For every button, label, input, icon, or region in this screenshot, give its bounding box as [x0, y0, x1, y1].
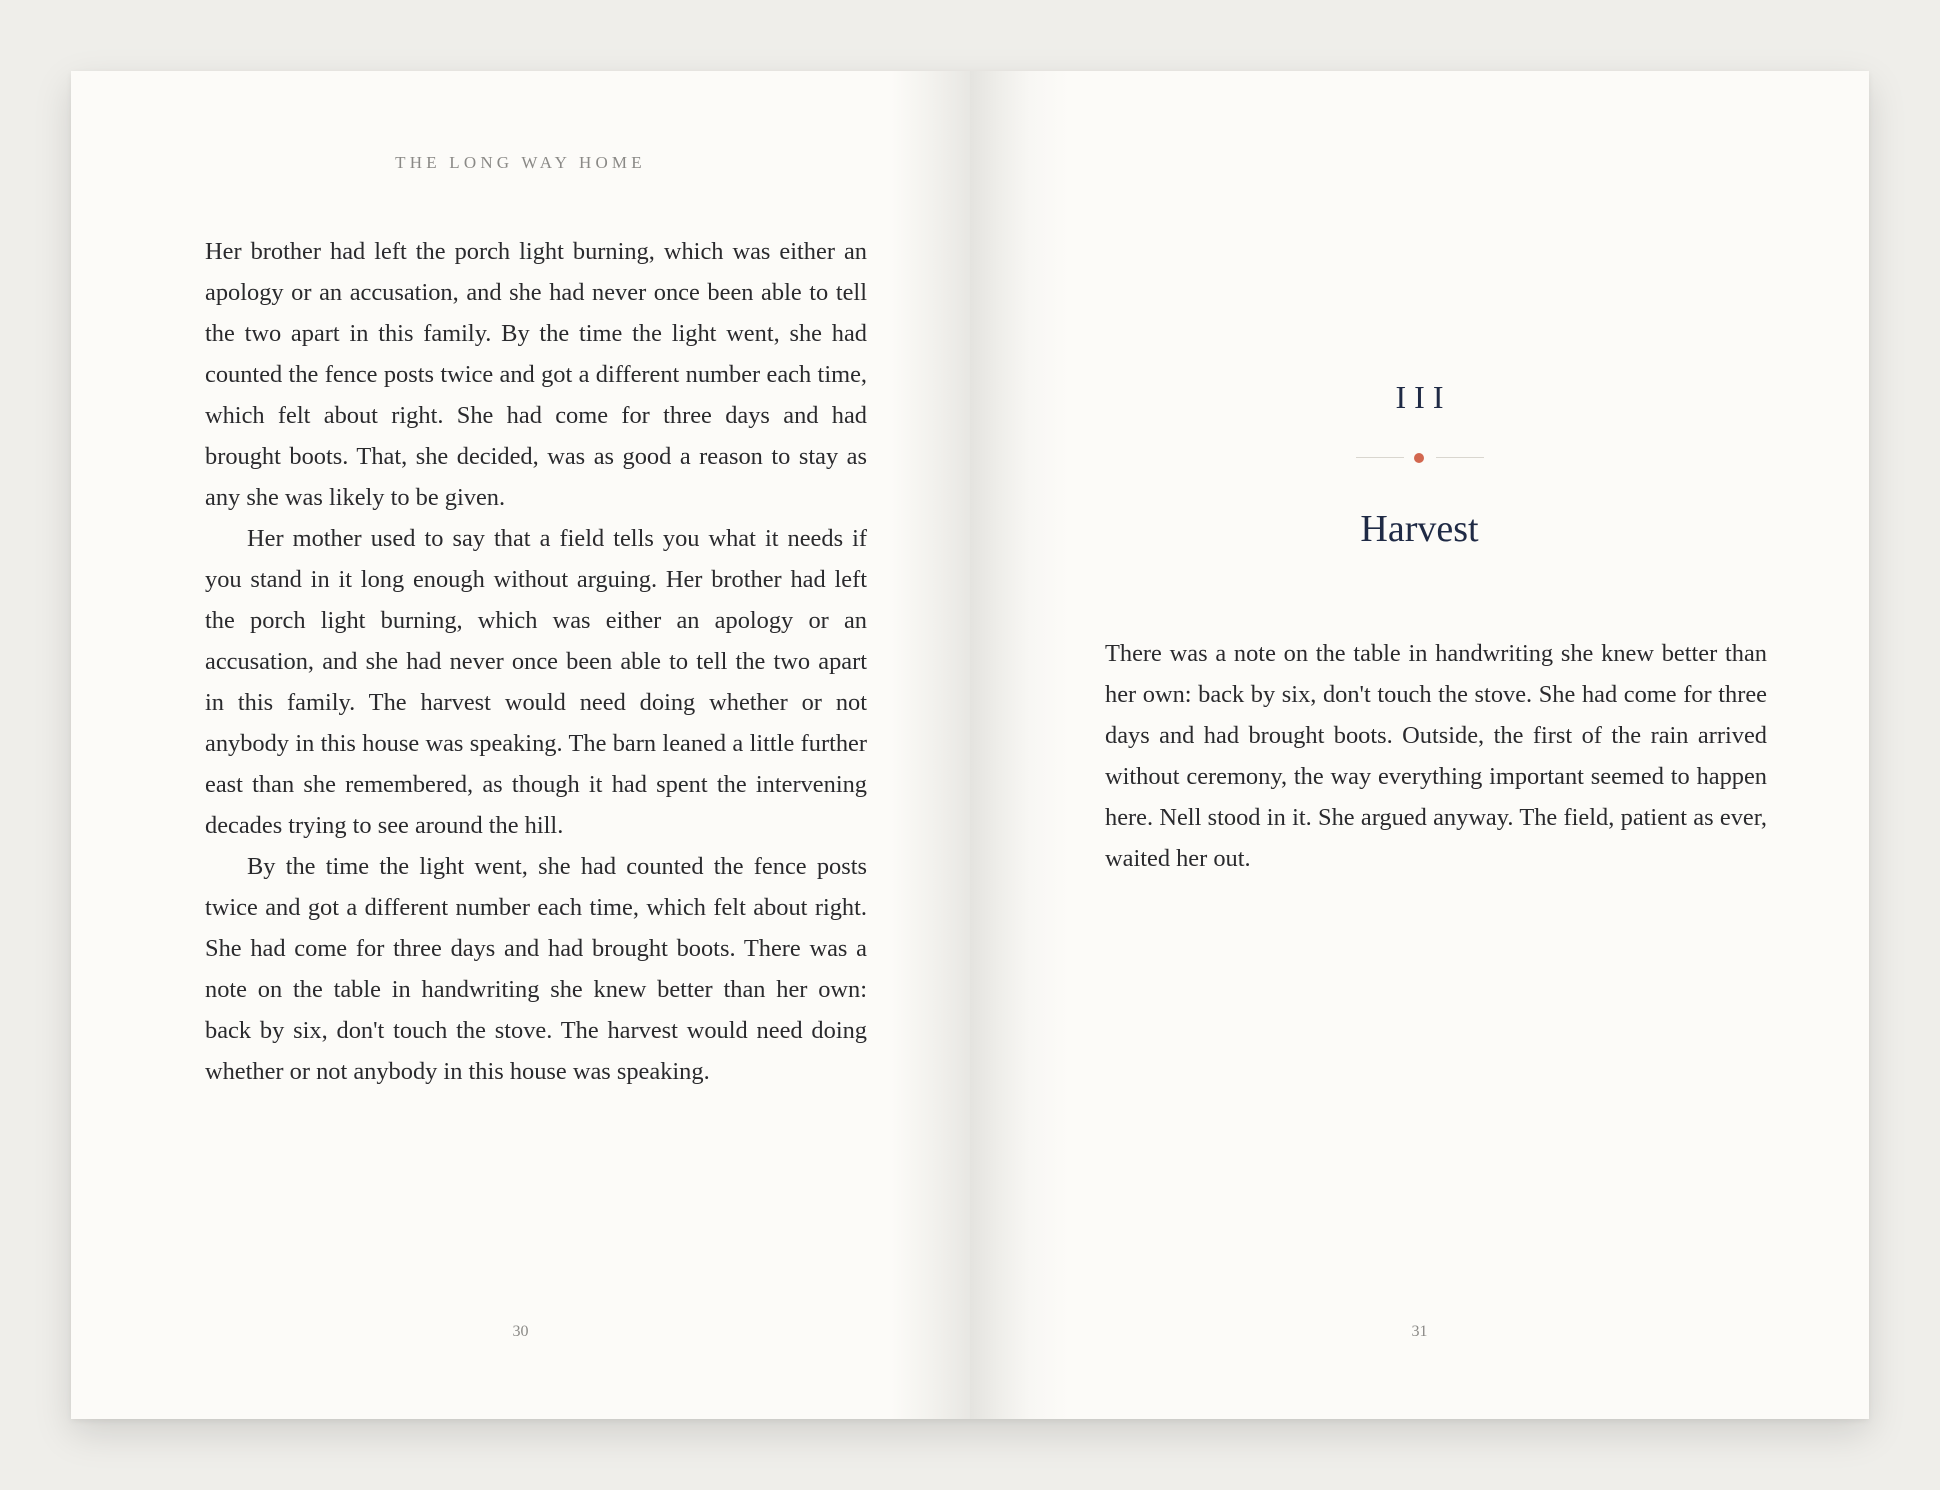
book-spread — [71, 71, 1869, 1419]
ornament-rule-right — [1436, 457, 1484, 458]
paragraph: By the time the light went, she had counted the fence posts twice and got a different number each time, which felt about right. She had come for three days and had brought boots. There was a note on the table in handwriting she knew better than her own: back by six, don't touch the stove. The harvest would need doing whether or not anybody in this house was speaking. — [205, 853, 867, 1085]
paragraph: There was a note on the table in handwriting she knew better than her own: back by six, don't touch the stove. She had come for three days and had brought boots. Outside, the first of the rain arrived without ceremony, the way everything important seemed to happen here. Nell stood in it. She argued anyway. The field, patient as ever, waited her out. — [1105, 640, 1767, 872]
ornament-rule-left — [1356, 457, 1404, 458]
right-page[interactable] — [970, 71, 1869, 1419]
left-page-body — [205, 231, 867, 1092]
page-number: 30 — [512, 1323, 529, 1340]
running-head: THE LONG WAY HOME — [395, 153, 646, 172]
left-page[interactable] — [71, 71, 970, 1419]
paragraph: Her mother used to say that a field tells you what it needs if you stand in it long enough without arguing. Her brother had left the porch light burning, which was either an apology or an accusation, and she had never once been able to tell the two apart in this family. The harvest would need doing whether or not anybody in this house was speaking. The barn leaned a little further east than she remembered, as though it had spent the intervening decades trying to see around the hill. — [205, 525, 867, 839]
chapter-number: III — [1395, 379, 1452, 415]
paragraph: Her brother had left the porch light burning, which was either an apology or an accusation, and she had never once been able to tell the two apart in this family. By the time the light went, she had counted the fence posts twice and got a different number each time, which felt about right. She had come for three days and had brought boots. That, she decided, was as good a reason to stay as any she was likely to be given. — [205, 238, 867, 511]
page-number: 31 — [1411, 1323, 1428, 1340]
chapter-title: Harvest — [1360, 508, 1479, 550]
chapter-ornament — [1356, 450, 1484, 466]
ornament-dot-icon — [1414, 453, 1424, 463]
right-page-body — [1105, 633, 1767, 879]
